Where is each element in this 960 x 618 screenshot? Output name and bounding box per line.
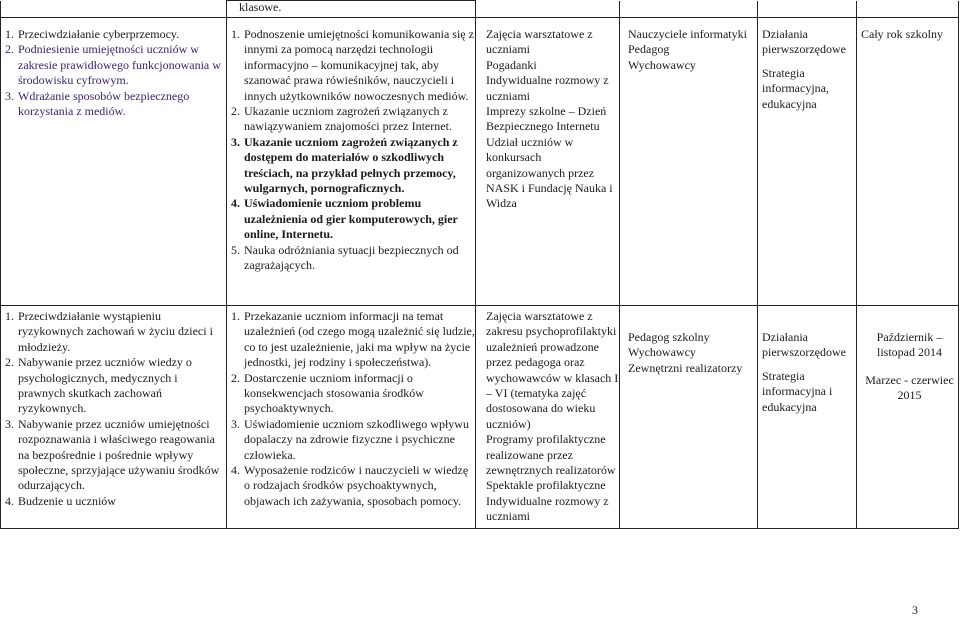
top-fragment-text: klasowe. xyxy=(239,0,282,14)
item-text: Uświadomienie uczniom szkodliwego wpływu dopalaczy na zdrowie fizyczne i psychiczne człowieka. xyxy=(244,416,469,462)
item-text: Przeciwdziałanie cyberprzemocy. xyxy=(18,27,180,41)
table-row xyxy=(1,306,959,529)
list-item xyxy=(5,417,226,494)
strategy-line: Strategia informacyjna, edukacyjna xyxy=(762,65,829,111)
strategy-line: Działania pierwszorzędowe xyxy=(762,27,846,57)
item-text: Przekazanie uczniom informacji na temat uzależnień (od czego mogą uzależnić się ludzie, co to jest uzależnienie, jaki ma wpływ na życie jednostki, jej rodziny i społeczeństwa). xyxy=(244,309,475,370)
item-text: Uświadomienie uczniom problemu uzależnienia od gier komputerowych, gier online, Internetu. xyxy=(244,196,458,242)
strategy-line: Działania pierwszorzędowe xyxy=(762,330,846,360)
responsible-cell xyxy=(620,18,758,306)
responsible-line: Zewnętrzni realizatorzy xyxy=(628,360,743,375)
item-text: Nabywanie przez uczniów umiejętności rozpoznawania i właściwego reagowania na bezpośrednie i pośrednie wpływy społeczne, sprzyjające używaniu środków odurzających. xyxy=(18,416,220,493)
item-text: Ukazanie uczniom zagrożeń związanych z dostępem do materiałów o szkodliwych treściach, na przykład pełnych przemocy, wulgarnych, pornograficznych. xyxy=(244,134,458,196)
goals-cell xyxy=(1,18,227,306)
item-number: 3. xyxy=(5,416,14,431)
cell-blank xyxy=(620,1,758,18)
tasks-cell xyxy=(227,18,476,306)
item-text: Nauka odróżniania sytuacji bezpiecznych od zagrażających. xyxy=(244,242,459,273)
item-number: 2. xyxy=(5,355,14,370)
form-line: Programy profilaktyczne realizowane przez zewnętrznych realizatorów xyxy=(486,432,616,478)
list-item xyxy=(5,89,226,120)
list-item xyxy=(231,243,475,274)
item-number: 3. xyxy=(231,416,240,431)
table-row xyxy=(1,18,959,306)
item-number: 2. xyxy=(231,370,240,385)
cell-blank xyxy=(758,1,857,18)
tasks-cell xyxy=(227,306,476,529)
cell-blank xyxy=(1,1,227,18)
item-number: 1. xyxy=(5,27,14,41)
list-item xyxy=(5,309,226,355)
responsible-cell xyxy=(620,306,758,529)
time-line: Cały rok szkolny xyxy=(861,27,943,41)
form-line: Udział uczniów w konkursach organizowanych przez NASK i Fundację Nauka i Widza xyxy=(486,134,613,211)
item-text: Przeciwdziałanie wystąpieniu ryzykownych zachowań w życiu dzieci i młodzieży. xyxy=(18,309,213,354)
page-number: 3 xyxy=(912,603,918,617)
item-number: 3. xyxy=(5,88,14,103)
time-line: Marzec - czerwiec 2015 xyxy=(865,372,954,403)
item-number: 5. xyxy=(231,242,240,257)
item-number: 1. xyxy=(5,309,14,323)
strategy-cell xyxy=(758,306,857,529)
item-text: Ukazanie uczniom zagrożeń związanych z nawiązywaniem znajomości przez Internet. xyxy=(244,104,452,134)
form-line: Indywidualne rozmowy z uczniami xyxy=(486,493,609,524)
item-text: Budzenie u uczniów xyxy=(18,493,116,508)
list-item xyxy=(231,309,475,371)
responsible-line: Pedagog xyxy=(628,42,670,57)
form-line: Indywidualne rozmowy z uczniami xyxy=(486,73,609,103)
list-item xyxy=(5,42,226,88)
responsible-line: Pedagog szkolny xyxy=(628,330,710,344)
item-number: 4. xyxy=(231,196,240,211)
item-number: 2. xyxy=(5,42,14,57)
time-cell xyxy=(857,18,959,306)
top-fragment xyxy=(227,1,476,18)
item-number: 1. xyxy=(231,309,240,323)
strategy-line: Strategia informacyjna i edukacyjna xyxy=(762,368,833,414)
forms-cell xyxy=(476,18,620,306)
table-row-top-fragment xyxy=(1,1,959,18)
form-line: Zajęcia warsztatowe z uczniami xyxy=(486,27,593,57)
time-line: Październik – listopad 2014 xyxy=(876,330,943,360)
item-text: Wyposażenie rodziców i nauczycieli w wiedzę o rodzajach środków psychoaktywnych, objawach ich zażywania, sposobach pomocy. xyxy=(244,463,469,508)
responsible-line: Wychowawcy xyxy=(628,57,696,72)
form-line: Imprezy szkolne – Dzień Bezpiecznego Internetu xyxy=(486,104,607,134)
item-number: 1. xyxy=(231,27,240,41)
form-line: Pogadanki xyxy=(486,57,537,72)
responsible-line: Wychowawcy xyxy=(628,345,696,360)
time-cell xyxy=(857,306,959,529)
list-item xyxy=(5,494,226,509)
item-number: 3. xyxy=(231,134,240,149)
item-text: Wdrażanie sposobów bezpiecznego korzystania z mediów. xyxy=(18,88,190,119)
list-item xyxy=(231,463,475,509)
item-number: 2. xyxy=(231,104,240,119)
list-item xyxy=(5,27,226,42)
cell-blank xyxy=(857,1,959,18)
goals-cell xyxy=(1,306,227,529)
forms-cell xyxy=(476,306,620,529)
list-item xyxy=(5,355,226,417)
item-number: 4. xyxy=(5,493,14,508)
item-number: 4. xyxy=(231,463,240,478)
item-text: Podnoszenie umiejętności komunikowania się z innymi za pomocą narzędzi technologii informacyjno – komunikacyjnej tak, aby szanować prawa rówieśników, nauczycieli i innych użytkowników nowoczesnych mediów. xyxy=(244,27,474,103)
form-line: Zajęcia warsztatowe z zakresu psychoprofilaktyki uzależnień prowadzone przez pedagoga oraz wychowawców w klasach I – VI (tematyka zajęć dostosowana do wieku uczniów) xyxy=(486,309,619,431)
list-item xyxy=(231,371,475,417)
cell-blank xyxy=(476,1,620,18)
item-text: Dostarczenie uczniom informacji o konsekwencjach stosowania środków psychoaktywnych. xyxy=(244,370,424,416)
item-text: Nabywanie przez uczniów wiedzy o psychologicznych, medycznych i prawnych skutkach zachowań ryzykownych. xyxy=(18,355,192,416)
list-item xyxy=(231,196,475,242)
item-text: Podniesienie umiejętności uczniów w zakresie prawidłowego funkcjonowania w środowisku cyfrowym. xyxy=(18,42,221,88)
strategy-cell xyxy=(758,18,857,306)
list-item xyxy=(231,417,475,463)
responsible-line: Nauczyciele informatyki xyxy=(628,27,747,41)
list-item xyxy=(231,104,475,135)
form-line: Spektakle profilaktyczne xyxy=(486,478,606,493)
list-item xyxy=(231,27,475,104)
list-item xyxy=(231,135,475,197)
